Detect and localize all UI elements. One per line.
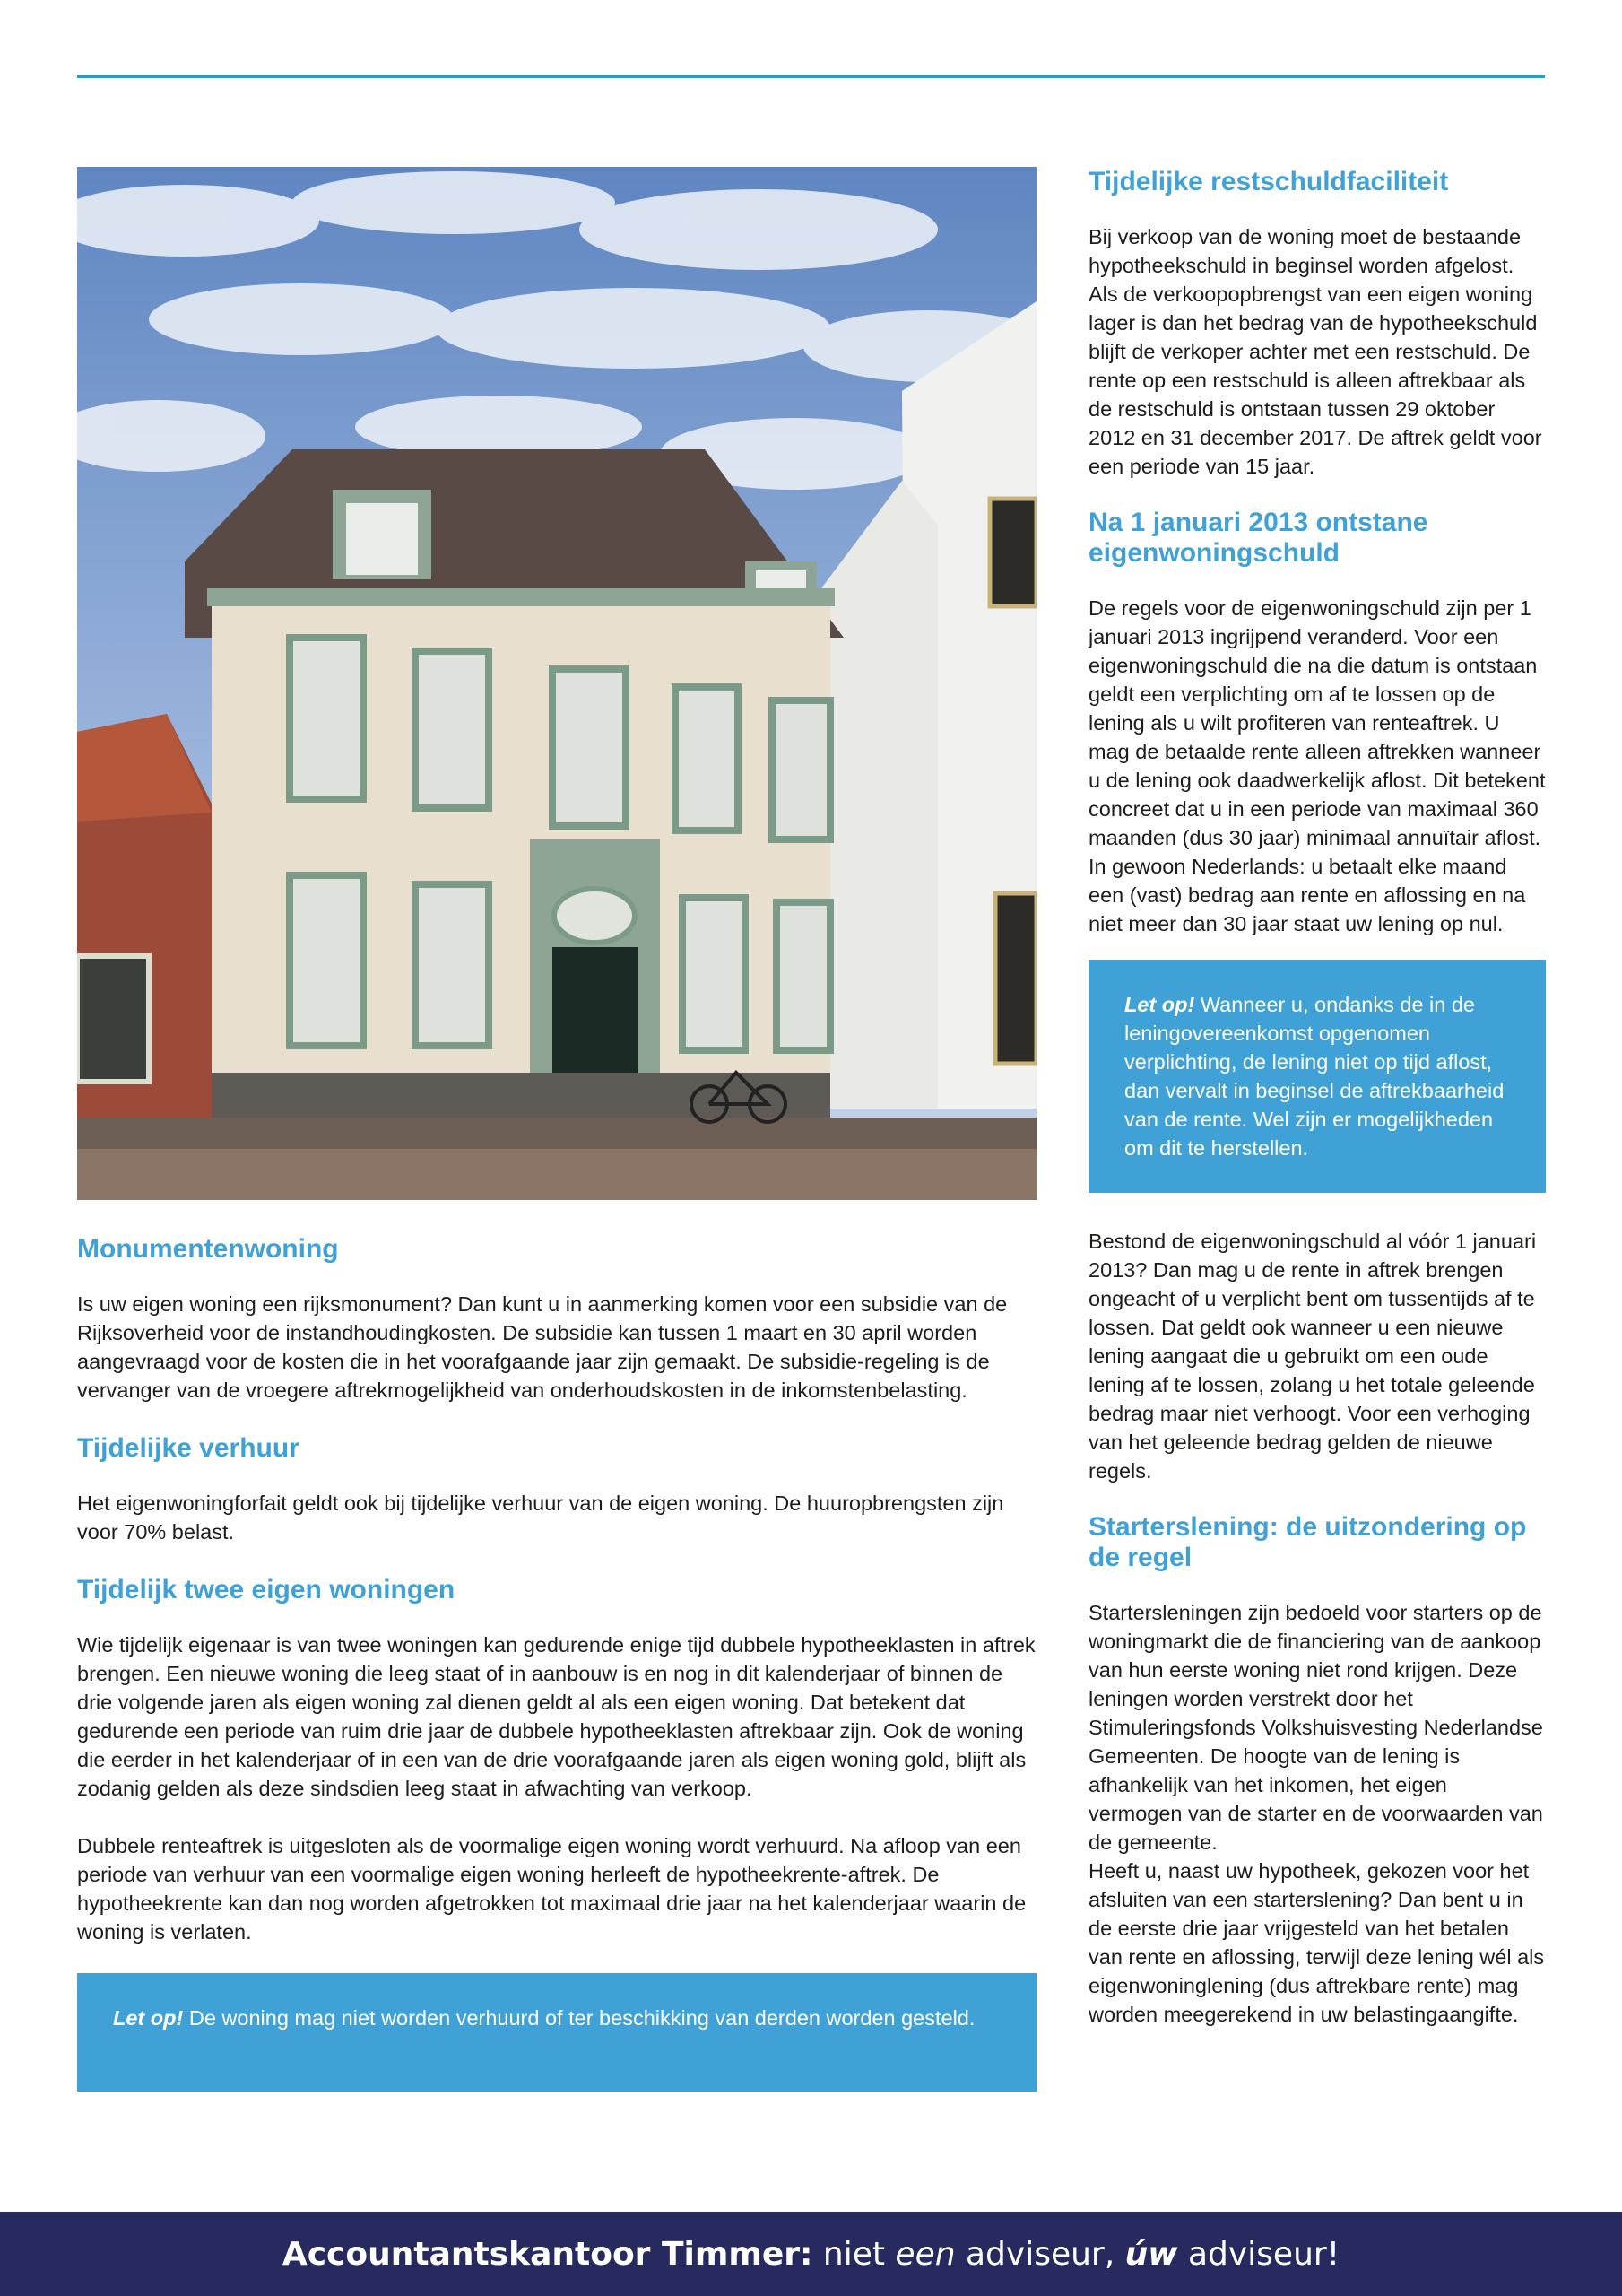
footer-text: adviseur, xyxy=(955,2235,1125,2273)
house-photo xyxy=(77,167,1037,1200)
twee-woningen-paragraph-2: Dubbele renteaftrek is uitgesloten als de voormalige eigen woning wordt verhuurd. Na afloop van een periode van verhuur van een voormalige eigen woning herleeft de hypotheekrente-aftrek. De hypotheekrente kan dan nog worden afgetrokken tot maximaal drie jaar na het kalenderjaar waarin de woning is verlaten. xyxy=(77,1834,1027,1944)
right-column xyxy=(1089,167,1546,2029)
twee-woningen-heading: Tijdelijk twee eigen woningen xyxy=(77,1575,455,1605)
footer-text: een xyxy=(895,2235,956,2273)
footer-brand: Accountantskantoor Timmer: xyxy=(282,2235,813,2273)
twee-woningen-paragraph-1: Wie tijdelijk eigenaar is van twee woningen kan gedurende enige tijd dubbele hypotheeklasten in aftrek brengen. Een nieuwe woning die leeg staat of in aanbouw is en nog in dit kalenderjaar of binnen de drie volgende jaren als eigen woning zal dienen geldt al als een eigen woning. Dat betekent dat gedurende een periode van ruim drie jaar de dubbele hypotheeklasten aftrekbaar zijn. Ook de woning die eerder in het kalenderjaar of in een van de drie voorafgaande jaren als eigen woning gold, blijft als zodanig gelden als deze sindsdien leeg staat in afwachting van verkoop. xyxy=(77,1633,1036,1800)
starterslening-paragraph-1: Startersleningen zijn bedoeld voor starters op de woningmarkt die de financiering van de aankoop van hun eerste woning niet rond krijgen. Deze leningen worden verstrekt door het Stimuleringsfonds Volkshuisvesting Nederlandse Gemeenten. De hoogte van de lening is afhankelijk van het inkomen, het eigen vermogen van de starter en de voorwaarden van de gemeente. xyxy=(1089,1601,1543,1854)
footer-text: niet xyxy=(812,2235,896,2273)
footer-text: úw xyxy=(1124,2235,1178,2273)
note-text: De woning mag niet worden verhuurd of ter beschikking van derden worden gesteld. xyxy=(183,2006,976,2030)
na-2013-heading: Na 1 januari 2013 ontstane eigenwoningschuld xyxy=(1089,508,1428,568)
voor-2013-paragraph: Bestond de eigenwoningschuld al vóór 1 januari 2013? Dan mag u de rente in aftrek brengen ongeacht of u verplicht bent om tussentijds af te lossen. Dat geldt ook wanneer u een nieuwe lening aangaat die u gebruikt om een oude lening af te lossen, zolang u het totale geleende bedrag maar niet verhoogt. Voor een verhoging van het geleende bedrag gelden de nieuwe regels. xyxy=(1089,1230,1537,1483)
note-label: Let op! xyxy=(113,2006,184,2030)
top-rule xyxy=(77,75,1545,78)
monument-heading: Monumentenwoning xyxy=(77,1234,339,1264)
verhuur-paragraph: Het eigenwoningforfait geldt ook bij tijdelijke verhuur van de eigen woning. De huuropbrengsten zijn voor 70% belast. xyxy=(77,1492,1004,1544)
verhuur-note-box xyxy=(77,1973,1037,2092)
footer-text: adviseur! xyxy=(1177,2235,1340,2273)
footer-line xyxy=(282,2236,1340,2273)
verhuur-heading: Tijdelijke verhuur xyxy=(77,1433,299,1463)
starterslening-paragraph-2: Heeft u, naast uw hypotheek, gekozen voor het afsluiten van een starterslening? Dan bent u in de eerste drie jaar vrijgesteld van het betalen van rente en aflossing, terwijl deze lening wél als eigenwoninglening (dus aftrekbare rente) mag worden meegerekend in uw belastingaangifte. xyxy=(1089,1859,1545,2026)
monument-paragraph: Is uw eigen woning een rijksmonument? Dan kunt u in aanmerking komen voor een subsidie van de Rijksoverheid voor de instandhoudingkosten. De subsidie kan tussen 1 maart en 30 april worden aangevraagd voor de kosten die in het voorafgaande jaar zijn gemaakt. De subsidie-regeling is de vervanger van de vroegere aftrekmogelijkheid van onderhoudskosten in de inkomstenbelasting. xyxy=(77,1292,1008,1402)
left-column xyxy=(77,167,1037,2092)
footer-banner xyxy=(0,2212,1622,2296)
starterslening-heading: Starterslening: de uitzondering op de regel xyxy=(1089,1512,1527,1572)
note-text: Wanneer u, ondanks de in de leningovereenkomst opgenomen verplichting, de lening niet op tijd aflost, dan vervalt in beginsel de aftrekbaarheid van de rente. Wel zijn er mogelijkheden om dit te herstellen. xyxy=(1124,993,1505,1160)
note-label: Let op! xyxy=(1124,993,1195,1016)
restschuld-heading: Tijdelijke restschuldfaciliteit xyxy=(1089,167,1449,196)
restschuld-paragraph: Bij verkoop van de woning moet de bestaande hypotheekschuld in beginsel worden afgelost. Als de verkoopopbrengst van een eigen woning lager is dan het bedrag van de hypotheekschuld blijft de verkoper achter met een restschuld. De rente op een restschuld is alleen aftrekbaar als de restschuld is ontstaan tussen 29 oktober 2012 en 31 december 2017. De aftrek geldt voor een periode van 15 jaar. xyxy=(1089,225,1542,478)
na-2013-paragraph: De regels voor de eigenwoningschuld zijn per 1 januari 2013 ingrijpend veranderd. Voor een eigenwoningschuld die na die datum is ontstaan geldt een verplichting om af te lossen op de lening als u wilt profiteren van renteaftrek. U mag de betaalde rente alleen aftrekken wanneer u de lening ook daadwerkelijk aflost. Dit betekent concreet dat u in een periode van maximaal 360 maanden (dus 30 jaar) minimaal annuïtair aflost. In gewoon Nederlands: u betaalt elke maand een (vast) bedrag aan rente en aflossing en na niet meer dan 30 jaar staat uw lening op nul. xyxy=(1089,596,1546,935)
aflossing-note-box xyxy=(1089,960,1546,1193)
